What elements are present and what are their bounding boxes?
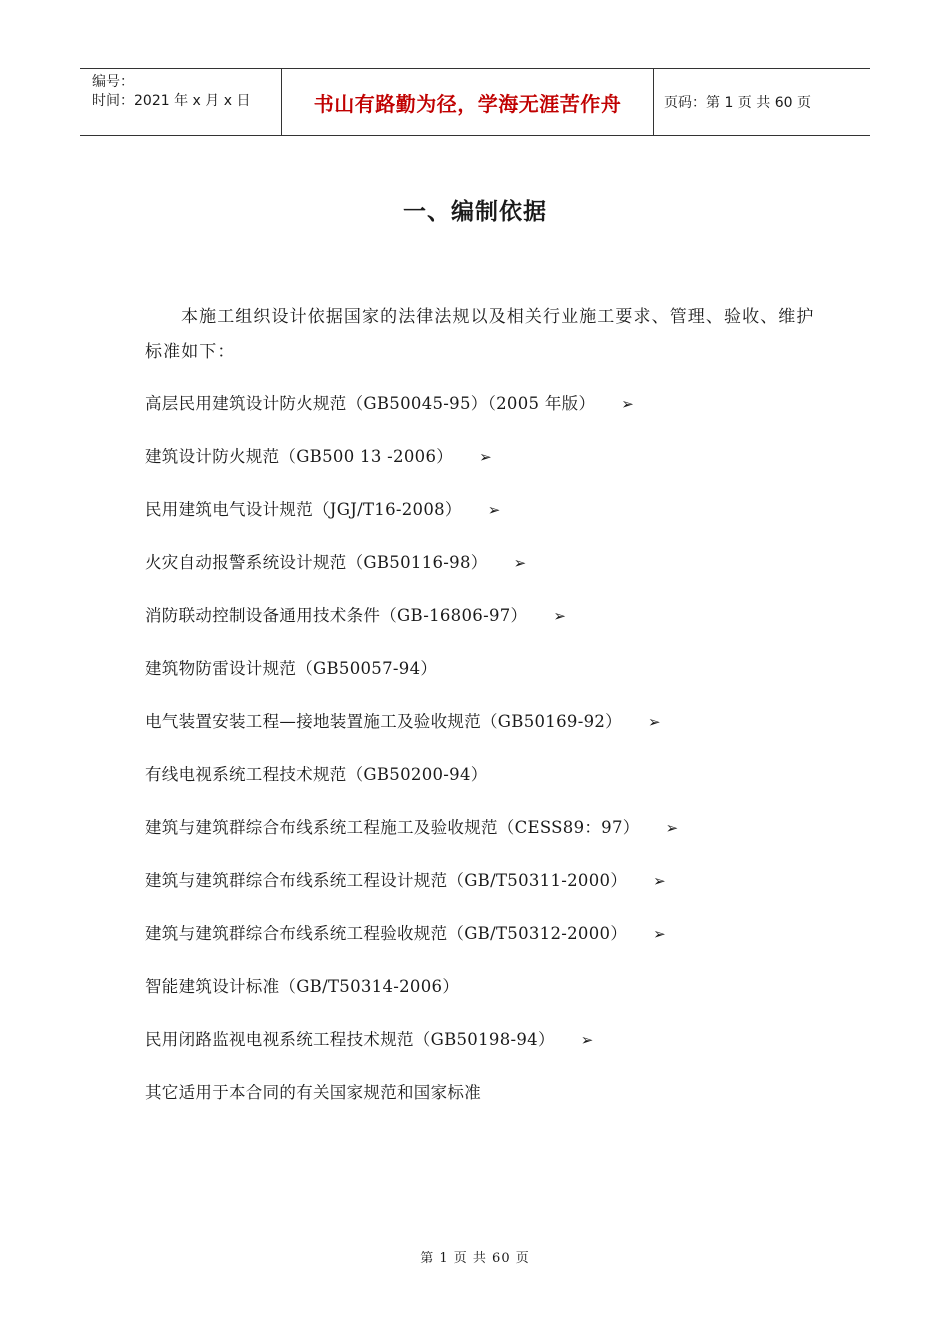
arrow-bullet-icon: ➢ — [513, 554, 527, 572]
arrow-bullet-icon: ➢ — [621, 395, 635, 413]
arrow-bullet-icon: ➢ — [647, 713, 661, 731]
standard-item-text: 民用闭路监视电视系统工程技术规范（GB50198-94） — [145, 1030, 555, 1049]
standard-item-text: 建筑物防雷设计规范（GB50057-94） — [145, 659, 438, 678]
standard-item — [145, 968, 678, 1021]
standard-item-text: 消防联动控制设备通用技术条件（GB-16806-97） — [145, 606, 528, 625]
standard-item-text: 高层民用建筑设计防火规范（GB50045-95）（2005 年版） — [145, 394, 596, 413]
standards-list — [145, 385, 678, 1127]
standard-item — [145, 491, 678, 544]
arrow-bullet-icon: ➢ — [665, 819, 679, 837]
standard-item-text: 建筑设计防火规范（GB500 13 -2006） — [145, 447, 454, 466]
document-date-label: 时间：2021 年 x 月 x 日 — [92, 93, 251, 109]
arrow-bullet-icon: ➢ — [653, 925, 667, 943]
standard-item — [145, 862, 678, 915]
standard-item-text: 民用建筑电气设计规范（JGJ/T16-2008） — [145, 500, 462, 519]
header-meta-cell — [80, 69, 282, 135]
standard-item-text: 火灾自动报警系统设计规范（GB50116-98） — [145, 553, 488, 572]
standard-item — [145, 544, 678, 597]
header-motto: 书山有路勤为径，学海无涯苦作舟 — [282, 69, 654, 135]
document-number-label: 编号： — [92, 74, 134, 90]
arrow-bullet-icon: ➢ — [580, 1031, 594, 1049]
standard-item-text: 有线电视系统工程技术规范（GB50200-94） — [145, 765, 488, 784]
arrow-bullet-icon: ➢ — [653, 872, 667, 890]
standard-item — [145, 597, 678, 650]
standard-item-text: 电气装置安装工程—接地装置施工及验收规范（GB50169-92） — [145, 712, 622, 731]
header-page-info: 页码：第 1 页 共 60 页 — [664, 95, 811, 111]
standard-item — [145, 385, 678, 438]
standard-item — [145, 703, 678, 756]
standard-item-text: 建筑与建筑群综合布线系统工程施工及验收规范（CESS89：97） — [145, 818, 640, 837]
arrow-bullet-icon: ➢ — [479, 448, 492, 466]
standard-item — [145, 915, 678, 968]
standard-item-text: 建筑与建筑群综合布线系统工程验收规范（GB/T50312-2000） — [145, 924, 628, 943]
arrow-bullet-icon: ➢ — [553, 607, 567, 625]
intro-paragraph: 本施工组织设计依据国家的法律法规以及相关行业施工要求、管理、验收、维护标准如下： — [145, 307, 815, 362]
standard-item — [145, 1021, 678, 1074]
standard-item-text: 建筑与建筑群综合布线系统工程设计规范（GB/T50311-2000） — [145, 871, 628, 890]
standard-item — [145, 809, 678, 862]
arrow-bullet-icon: ➢ — [487, 501, 501, 519]
standard-item-text: 其它适用于本合同的有关国家规范和国家标准 — [145, 1083, 481, 1102]
standard-item — [145, 650, 678, 703]
document-header — [80, 68, 870, 136]
standard-item-text: 智能建筑设计标准（GB/T50314-2006） — [145, 977, 460, 996]
page-footer: 第 1 页 共 60 页 — [420, 1251, 530, 1266]
section-title: 一、编制依据 — [403, 199, 547, 225]
standard-item — [145, 438, 678, 491]
standard-item — [145, 756, 678, 809]
standard-item — [145, 1074, 678, 1127]
